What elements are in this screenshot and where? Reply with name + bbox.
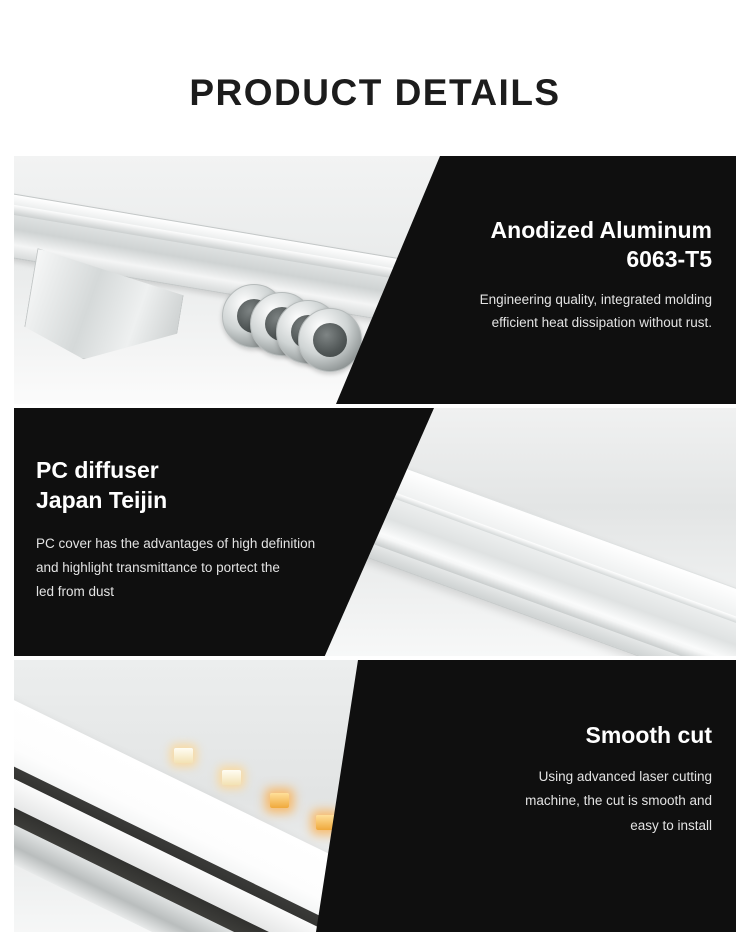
feature-panel-anodized-aluminum bbox=[14, 156, 736, 404]
led-chip bbox=[270, 793, 289, 808]
led-chip bbox=[222, 770, 241, 785]
panel-text-block bbox=[36, 456, 386, 605]
feature-panel-pc-diffuser bbox=[14, 408, 736, 656]
panel-heading: Smooth cut bbox=[585, 722, 712, 748]
panel-body-line3: easy to install bbox=[630, 817, 712, 833]
page-title: PRODUCT DETAILS bbox=[189, 72, 561, 113]
panel-body-line2: and highlight transmittance to portect the bbox=[36, 560, 280, 576]
panel-heading bbox=[412, 216, 712, 274]
panel-body-line1: Using advanced laser cutting bbox=[538, 769, 712, 784]
panel-body-line2: efficient heat dissipation without rust. bbox=[491, 315, 712, 331]
panel-body-line2: machine, the cut is smooth and bbox=[525, 793, 712, 809]
aluminum-tube-4 bbox=[298, 308, 362, 372]
panel-heading-line1: PC diffuser bbox=[36, 457, 159, 483]
panel-heading-line2: 6063-T5 bbox=[626, 245, 712, 272]
panel-body-line3: led from dust bbox=[36, 584, 115, 600]
panel-body-line1: PC cover has the advantages of high definition bbox=[36, 535, 316, 551]
panel-body bbox=[412, 765, 712, 838]
panel-text-block bbox=[412, 216, 712, 335]
led-chip bbox=[174, 748, 193, 763]
panel-body bbox=[36, 532, 386, 605]
panel-body-line1: Engineering quality, integrated molding bbox=[479, 291, 712, 307]
panel-body bbox=[412, 288, 712, 335]
panel-heading bbox=[36, 456, 386, 516]
panel-text-block bbox=[412, 722, 712, 838]
feature-panel-smooth-cut bbox=[14, 660, 736, 932]
panel-heading-line2: Japan Teijin bbox=[36, 486, 168, 513]
panel-heading-line1: Anodized Aluminum bbox=[490, 217, 712, 243]
